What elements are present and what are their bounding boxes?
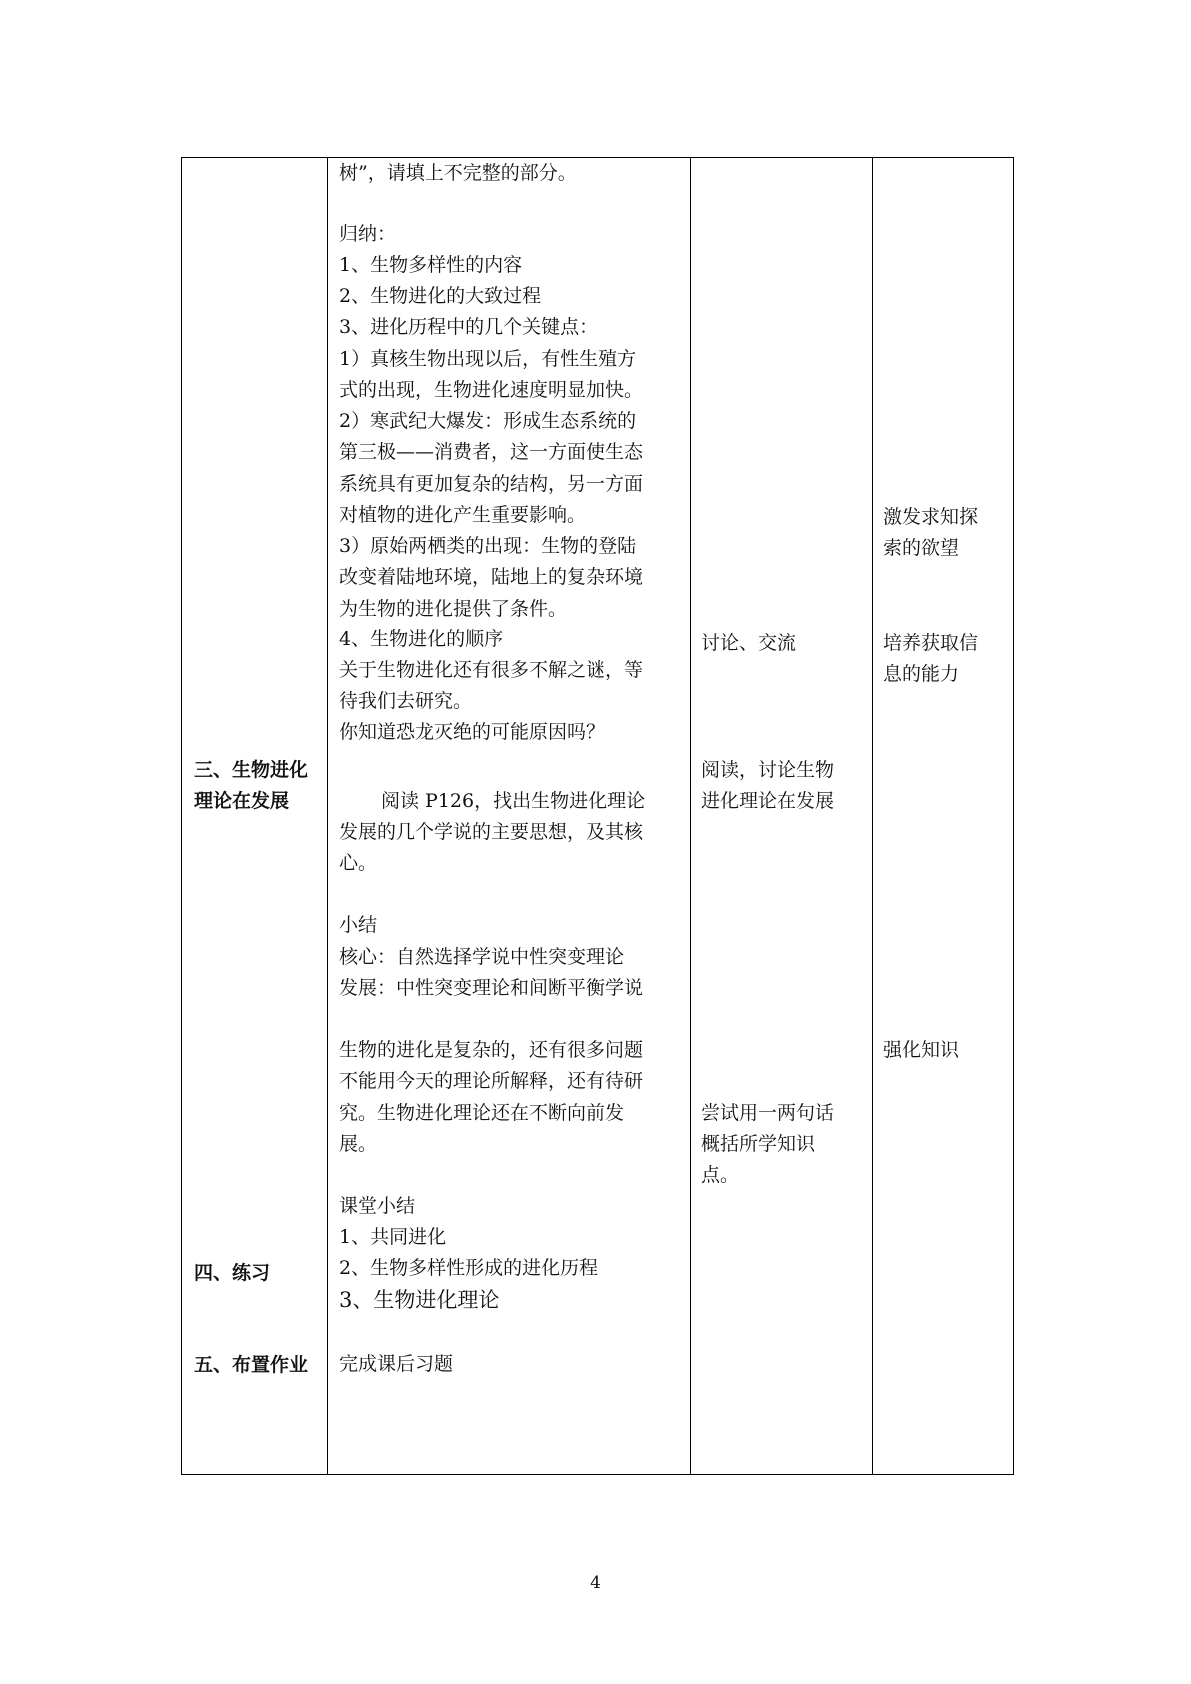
section3-heading-line1: 三、生物进化	[194, 759, 309, 781]
content-line: 不能用今天的理论所解释，还有待研	[339, 1070, 644, 1092]
content-line: 你知道恐龙灭绝的可能原因吗？	[339, 721, 606, 743]
content-line: 树”，请填上不完整的部分。	[339, 162, 577, 184]
content-line: 1、共同进化	[339, 1226, 447, 1248]
activity-text: 进化理论在发展	[701, 790, 835, 812]
content-line: 生物的进化是复杂的，还有很多问题	[339, 1039, 644, 1061]
content-line: 系统具有更加复杂的结构，另一方面	[339, 473, 644, 495]
activity-text: 讨论、交流	[701, 632, 797, 654]
content-line: 究。生物进化理论还在不断向前发	[339, 1102, 625, 1124]
activity-text: 尝试用一两句话	[701, 1102, 835, 1124]
activity-text: 阅读，讨论生物	[701, 759, 835, 781]
content-line: 第三极——消费者，这一方面使生态	[339, 441, 644, 463]
content-line: 2、生物进化的大致过程	[339, 285, 542, 307]
activity-text: 点。	[701, 1164, 740, 1186]
column-divider-2	[690, 158, 691, 1474]
content-line: 阅读 P126，找出生物进化理论	[381, 790, 646, 812]
content-line: 1）真核生物出现以后，有性生殖方	[339, 348, 637, 370]
content-line: 核心：自然选择学说中性突变理论	[339, 946, 625, 968]
content-line: 小结	[339, 914, 378, 936]
content-line: 对植物的进化产生重要影响。	[339, 504, 587, 526]
column-divider-3	[872, 158, 873, 1474]
purpose-text: 激发求知探	[883, 506, 979, 528]
content-line: 2）寒武纪大爆发：形成生态系统的	[339, 410, 637, 432]
content-line: 为生物的进化提供了条件。	[339, 598, 568, 620]
section4-heading: 四、练习	[194, 1262, 271, 1284]
content-line: 待我们去研究。	[339, 690, 473, 712]
purpose-text: 息的能力	[883, 663, 960, 685]
content-line: 3、生物进化理论	[339, 1288, 500, 1312]
purpose-text: 培养获取信	[883, 632, 979, 654]
content-line: 展。	[339, 1133, 378, 1155]
content-line: 3、进化历程中的几个关键点：	[339, 316, 599, 338]
content-line: 4、生物进化的顺序	[339, 628, 504, 650]
content-line: 3）原始两栖类的出现：生物的登陆	[339, 535, 637, 557]
content-line: 完成课后习题	[339, 1353, 454, 1375]
purpose-text: 强化知识	[883, 1039, 960, 1061]
content-line: 归纳：	[339, 223, 397, 245]
content-line: 心。	[339, 852, 378, 874]
section3-heading-line2: 理论在发展	[194, 790, 290, 812]
activity-text: 概括所学知识	[701, 1133, 816, 1155]
content-line: 发展的几个学说的主要思想，及其核	[339, 821, 644, 843]
content-line: 式的出现，生物进化速度明显加快。	[339, 379, 644, 401]
purpose-text: 索的欲望	[883, 537, 960, 559]
content-line: 关于生物进化还有很多不解之谜，等	[339, 659, 644, 681]
content-line: 发展：中性突变理论和间断平衡学说	[339, 977, 644, 999]
lesson-plan-table	[181, 157, 1014, 1475]
page-number: 4	[590, 1573, 601, 1593]
content-line: 改变着陆地环境，陆地上的复杂环境	[339, 566, 644, 588]
section5-heading: 五、布置作业	[194, 1354, 309, 1376]
content-line: 1、生物多样性的内容	[339, 254, 523, 276]
column-divider-1	[327, 158, 328, 1474]
content-line: 2、生物多样性形成的进化历程	[339, 1257, 599, 1279]
content-line: 课堂小结	[339, 1195, 416, 1217]
